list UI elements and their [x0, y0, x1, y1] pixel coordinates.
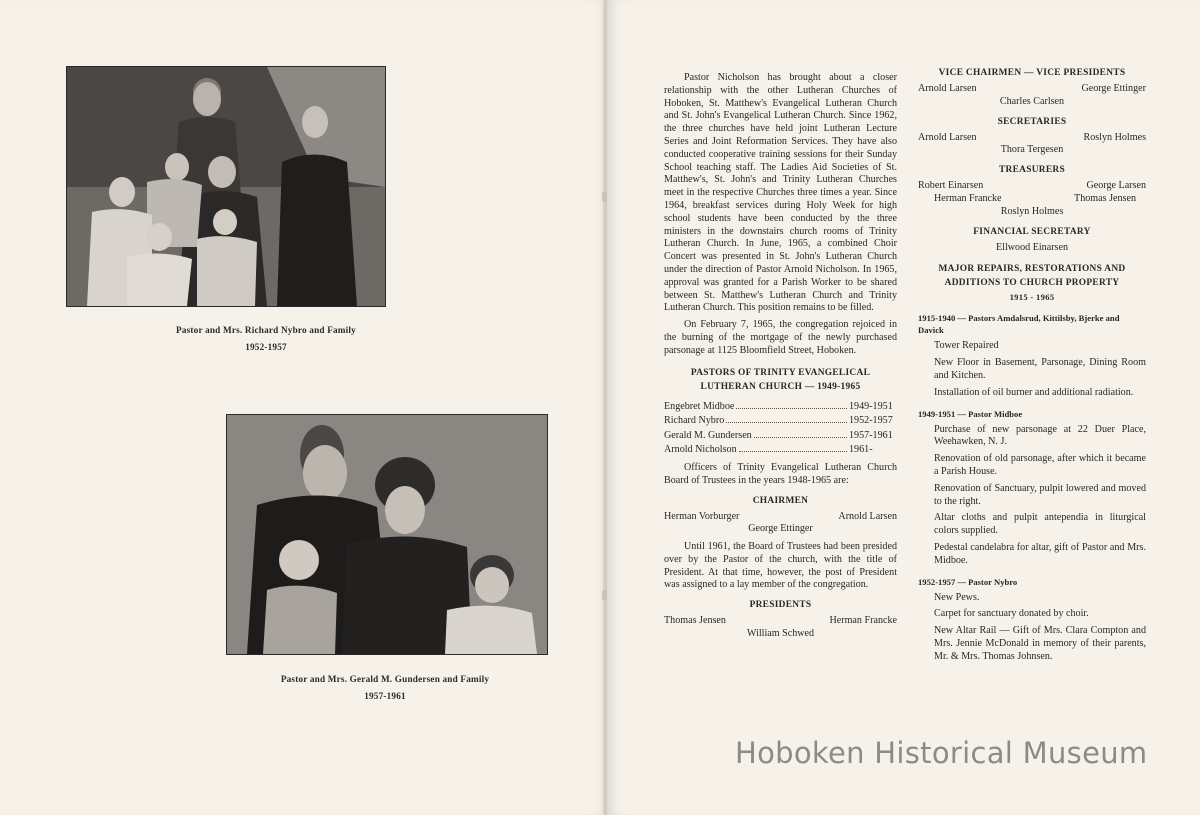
photo-gundersen-family	[226, 414, 548, 655]
column-2	[918, 66, 1146, 668]
pastors-list	[664, 400, 897, 458]
repairs-heading-line-2: ADDITIONS TO CHURCH PROPERTY	[944, 278, 1120, 289]
repairs-heading-years: 1915 - 1965	[1009, 292, 1055, 303]
repair-item: Tower Repaired	[934, 340, 999, 352]
chairmen-line-1	[664, 511, 897, 524]
treasurers-heading: TREASURERS	[998, 165, 1066, 176]
repairs-heading-line-1: MAJOR REPAIRS, RESTORATIONS AND	[938, 264, 1126, 275]
president-name: Thomas Jensen	[664, 615, 726, 627]
period-1952-1957: 1952-1957 — Pastor Nybro	[918, 576, 1018, 587]
repair-item: Installation of oil burner and additional radiation.	[934, 386, 1134, 398]
leader-dots	[726, 422, 847, 423]
secretaries-heading: SECRETARIES	[997, 116, 1067, 127]
secretaries-line-1	[918, 132, 1146, 145]
vice-line-2: Charles Carlsen	[999, 95, 1065, 107]
paragraph-nicholson: Pastor Nicholson has brought about a closer relationship with the other Lutheran Churches of Hoboken, St. Matthew's Evangelical Lutheran Church and St. John's Evangelical Lutheran Church. Since 1962, the three churches have held joint Lutheran Lecture Series and Joint Reformation Services. They have also conducted cooperative training sessions for their Sunday School teaching staff. The Ladies Aid Societies of St. Matthew's, St. John's and Trinity Lutheran Churches meet in the respective Churches three times a year. Since 1964, breakfast services during Holy Week for high school students have been conducted by the three ministers in the downstairs church rooms of Trinity Lutheran Church. In June, 1965, a combined Choir Concert was presented in St. John's Lutheran Church under the direction of Pastor Arnold Nicholson. In 1965, approval was granted for a Parish Worker to be shared between St. Matthew's Lutheran Church and Trinity Lutheran Church. This position remains to be filled.	[664, 72, 897, 314]
vice-heading: VICE CHAIRMEN — VICE PRESIDENTS	[938, 68, 1126, 78]
pastor-years: 1952-1957	[849, 415, 893, 427]
repair-item: Pedestal candelabra for altar, gift of Pastor and Mrs. Midboe.	[934, 541, 1146, 566]
pastor-years: 1949-1951	[849, 400, 893, 412]
pastors-heading-line-2: LUTHERAN CHURCH — 1949-1965	[700, 381, 861, 392]
pastors-heading	[664, 366, 897, 394]
pastors-heading-line-1: PASTORS OF TRINITY EVANGELICAL	[690, 367, 871, 378]
repair-item: Renovation of Sanctuary, pulpit lowered and moved to the right.	[934, 482, 1146, 507]
repairs-heading	[918, 262, 1146, 304]
photo1-caption-years: 1952-1957	[245, 342, 287, 352]
leader-dots	[739, 451, 847, 452]
secretary-name: Roslyn Holmes	[1083, 131, 1146, 143]
repair-item: Renovation of old parsonage, after which it became a Parish House.	[934, 453, 1146, 477]
photo1-caption	[66, 322, 466, 356]
treasurers-line-3: Roslyn Holmes	[1000, 205, 1064, 217]
photo2-caption	[200, 671, 570, 705]
repair-item: New Pews.	[934, 591, 980, 603]
column-1	[664, 72, 897, 641]
vice-line-1	[918, 83, 1146, 96]
financial-secretary-heading: FINANCIAL SECRETARY	[973, 226, 1091, 237]
photo2-caption-names: Pastor and Mrs. Gerald M. Gundersen and Family	[280, 674, 490, 684]
treasurers-line-1	[918, 180, 1146, 193]
pastor-row	[664, 414, 897, 429]
president-name: Herman Francke	[829, 615, 897, 627]
photo2-caption-years: 1957-1961	[364, 691, 406, 701]
treasurer-name: Robert Einarsen	[918, 180, 984, 192]
repair-item: Altar cloths and pulpit antependia in liturgical colors supplied.	[934, 512, 1146, 537]
pastor-years: 1957-1961	[849, 429, 893, 441]
paragraph-officers: Officers of Trinity Evangelical Lutheran Church Board of Trustees in the years 1948-1965 are:	[664, 461, 897, 486]
presidents-heading: PRESIDENTS	[749, 600, 812, 611]
repair-item: Carpet for sanctuary donated by choir.	[934, 608, 1089, 620]
presidents-line-2: William Schwed	[746, 628, 815, 640]
period-1949-1951: 1949-1951 — Pastor Midboe	[918, 408, 1023, 419]
paragraph-presidents: Until 1961, the Board of Trustees had been presided over by the Pastor of the church, with the title of President. At that time, however, the post of President was assigned to a lay member of the congregation.	[664, 541, 897, 591]
photo-nybro-family	[66, 66, 386, 307]
secretary-name: Arnold Larsen	[918, 131, 977, 143]
pastor-row	[664, 400, 897, 415]
leader-dots	[736, 408, 847, 409]
chairmen-line-2: George Ettinger	[748, 523, 813, 535]
treasurer-name: Herman Francke	[934, 192, 1002, 204]
photo1-caption-names: Pastor and Mrs. Richard Nybro and Family	[176, 325, 356, 335]
vice-name: George Ettinger	[1081, 83, 1146, 94]
pastor-row	[664, 429, 897, 444]
repair-item: New Altar Rail — Gift of Mrs. Clara Compton and Mrs. Jennie McDonald in memory of their parents, Mr. & Mrs. Thomas Johnsen.	[934, 625, 1146, 662]
chairman-name: Arnold Larsen	[838, 510, 897, 522]
treasurers-line-2	[918, 193, 1146, 206]
repair-item: New Floor in Basement, Parsonage, Dining Room and Kitchen.	[934, 357, 1146, 381]
leader-dots	[754, 437, 847, 438]
pastor-name: Engebret Midboe	[664, 400, 735, 412]
financial-secretary-name: Ellwood Einarsen	[995, 241, 1069, 253]
presidents-line-1	[664, 615, 897, 628]
right-page	[607, 0, 1200, 815]
museum-watermark: Hoboken Historical Museum	[735, 736, 1148, 770]
period-1915-1940: 1915-1940 — Pastors Amdalsrud, Kittilsby, Bjerke and Davick	[918, 313, 1120, 336]
paragraph-mortgage: On February 7, 1965, the congregation rejoiced in the burning of the mortgage of the newly purchased parsonage at 1125 Bloomfield Street, Hoboken.	[664, 319, 897, 356]
repair-item: Purchase of new parsonage at 22 Duer Place, Weehawken, N. J.	[934, 423, 1146, 448]
chairmen-heading: CHAIRMEN	[752, 495, 809, 506]
pastor-name: Arnold Nicholson	[664, 444, 737, 456]
pastor-name: Gerald M. Gundersen	[664, 429, 752, 441]
chairman-name: Herman Vorburger	[664, 510, 740, 522]
treasurer-name: Thomas Jensen	[1074, 192, 1136, 204]
pastor-row	[664, 443, 897, 458]
secretaries-line-2: Thora Tergesen	[1000, 144, 1064, 156]
vice-name: Arnold Larsen	[918, 83, 977, 94]
treasurer-name: George Larsen	[1086, 180, 1146, 192]
pastor-years: 1961-	[849, 444, 873, 456]
pastor-name: Richard Nybro	[664, 415, 725, 427]
